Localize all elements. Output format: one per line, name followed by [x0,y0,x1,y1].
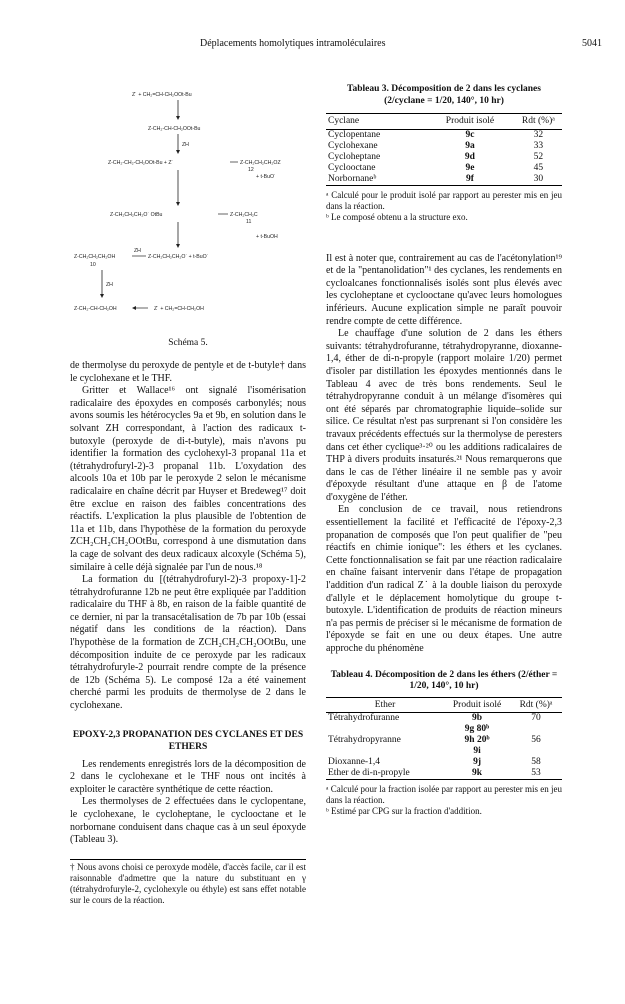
table-row: Dioxanne-1,4 9j 58 [328,757,541,768]
scheme-line-3d: + t-BuO˙ [256,174,276,180]
scheme-line-6a: Z-CH₂-CH-CH₂OH [74,306,117,312]
scheme-zh-2: ZH [134,248,141,254]
table-3 [326,113,562,186]
scheme-label-12: 12 [248,167,254,173]
scheme-label-11: 11 [246,219,252,225]
page-number: 5041 [582,38,602,49]
scheme-line-5a: Z-CH₂CH₂CH₂OH [74,254,116,260]
right-column [326,84,562,817]
left-paragraph-1: de thermolyse du peroxyde de pentyle et de t-butyle† dans le cyclohexane et le THF. [70,360,306,384]
right-paragraph-3: En conclusion de ce travail, nous retiendrons essentiellement la facilité et l'efficacité de l'époxy-2,3 propanation de composés que l'on peut qualifier de "peu réactifs en chimie ionique": les éthers et les cyclanes. Cette fonctionnalisation se fait par une réaction radicalaire en chaîne faisant intervenir dans l'étape de propagation l'addition d'un radical Z˙ à la double liaison du peroxyde d'allyle et le déplacement homolytique du groupe t-butoxyle. L'identification de produits de réaction mineurs n'a pas permis de préciser si le mécanisme de formation de l'époxyde se fait en une ou deux étapes. Une autre approche du phénomène [326,504,562,654]
table3-note-a: ᵃ Calculé pour le produit isolé par rapport au perester mis en jeu dans la réaction. [326,189,562,211]
table4-note-a: ᵃ Calculé pour la fraction isolée par rapport au perester mis en jeu dans la réaction. [326,784,562,806]
table-row: 9g 80ᵇ [464,724,490,735]
table-row: Cyclooctane 9e 45 [328,162,544,173]
table-row: 9i [473,746,481,757]
scheme-line-5b: Z-CH₂CH₂CH₂O˙ + t-BuO˙ [148,254,209,260]
table3-caption: Tableau 3. Décomposition de 2 dans les cyclanes (2/cyclane = 1/20, 140°, 10 hr) [347,84,541,106]
table4-header-ether: Ether [374,699,396,710]
table3-header-cyclane: Cyclane [328,116,360,126]
table-row: Cyclopentane 9c 32 [328,129,544,140]
scheme-line-1: Z˙ + CH₂=CH-CH₂OOt-Bu [132,92,192,98]
scheme-line-4a: Z-CH₂CH₂CH₂O˙ OtBu [110,212,163,218]
right-paragraph-2: Le chauffage d'une solution de 2 dans les éthers suivants: tétrahydrofuranne, tétrahydropyranne, dioxanne-1,4, éther de di-n-propyle (rapport molaire 1/20) permet d'isoler par distillation les époxydes mentionnés dans le Tableau 4 avec de très bons rendements. Seul le tétrahydropyranne conduit à un mélange d'isomères qui ont été séparés par chromatographie liquide–solide sur silice. Ce résultat n'est pas surprenant si l'on considère les travaux précédents effectués sur la thermolyse de peresters dans cet éther cyclique³·²⁰ ou les additions radicalaires de THP à divers produits insaturés.²¹ Nous remarquerons que dans le cas de l'éther linéaire il ne semble pas y avoir d'époxyde résultant d'une attaque en β de l'atome d'oxygène de l'éther. [326,328,562,503]
table-row: Ether de di-n-propyle 9k 53 [326,768,562,780]
table-row: Norbornaneᵇ 9f 30 [326,174,562,186]
scheme-line-6b: Z˙ + CH₂=CH-CH₂OH [154,306,204,312]
scheme-zh-3: ZH [106,282,113,288]
scheme-line-2: Z-CH₂-CH-CH₂OOt-Bu [148,126,201,132]
table-4 [326,697,562,781]
table-row: Cycloheptane 9d 52 [328,151,544,162]
section-title: EPOXY-2,3 PROPANATION DES CYCLANES ET DES ETHERS [72,729,304,752]
reaction-scheme [70,88,306,350]
scheme-zh-1: ZH [182,142,189,148]
table3-note-b: ᵇ Le composé obtenu a la structure exo. [326,211,468,222]
table-row: Tétrahydrofuranne 9b 70 [328,713,541,724]
scheme-line-4b: Z-CH₂CH₂C [230,212,258,218]
scheme-caption: Schéma 5. [168,338,208,348]
left-paragraph-4: Les rendements enregistrés lors de la décomposition de 2 dans le cyclohexane et le THF nous ont incités à exploiter le caractère synthétique de cette réaction. [70,758,306,795]
scheme-line-3a: Z-CH₂-CH₂-CH₂OOt-Bu + Z˙ [108,160,174,166]
right-paragraph-1: Il est à noter que, contrairement au cas de l'acétonylation¹⁹ et de la "pentanolidation"¹ des cyclanes, les rendements en cycloalcanes fonctionnalisés isolés sont plus élevés avec les cycloheptane et cyclooctane qu'avec leurs homologues inférieurs. Aucune explication simple ne paraît pouvoir rendre compte de cette différence. [326,252,562,327]
table-row: Tétrahydropyranne 9h 20ᵇ 56 [328,735,541,746]
running-title: Déplacements homolytiques intramoléculaires [200,38,386,49]
left-paragraph-2: Gritter et Wallace¹⁶ ont signalé l'isomérisation radicalaire des époxydes en composés carbonylés; nous avons soumis les hétérocycles 9a et 9b, en solution dans le solvant ZH correspondant, à l'action des radicaux t-butoxyle (peroxyde de di-t-butyle), mais n'avons pu identifier la formation des cyclohexyl-3 propanal 11a et (tétrahydrofuryl-2)-3 propanal 11b. L'oxydation des alcools 10a et 10b par le peroxyde 2 selon le mécanisme radicalaire en chaîne décrit par Huyser et Bredeweg¹⁷ doit être exclue en raison des faibles concentrations des réactifs. L'explication la plus plausible de l'obtention de 11a et 11b, dans l'hypothèse de la formation du peroxyde ZCH₂CH₂CH₂OOtBu, correspond à une dismutation dans la cage de solvant des deux radicaux alcoxyle (Schéma 5), similaire à celle déjà signalée par l'un de nous.¹⁸ [70,385,306,573]
table-row: Cyclohexane 9a 33 [328,140,544,151]
scheme-line-4d: + t-BuOH [256,234,278,240]
table4-caption: Tableau 4. Décomposition de 2 dans les éthers (2/éther = 1/20, 140°, 10 hr) [330,669,558,692]
left-paragraph-3: La formation du [(tétrahydrofuryl-2)-3 propoxy-1]-2 tétrahydrofuranne 12b ne peut être expliquée par l'addition radicalaire du THF à 8b, en raison de la faible quantité de ce dernier, ni par la transacétalisation de 7b par 10b (essai négatif dans les conditions de la réaction). Dans l'hypothèse de la formation de ZCH₂CH₂CH₂OOtBu, une décomposition induite de ce peroxyde par les radicaux tétrahydrofuryle-2 pourrait rendre compte de la présence de 12b (Schéma 5). Le composé 12a a été vainement cherché parmi les produits de thermolyse de 2 dans le cyclohexane. [70,574,306,712]
table4-header-product: Produit isolé [452,699,502,710]
footnote: † Nous avons choisi ce peroxyde modèle, d'accès facile, car il est raisonnable d'admettre que la nature du substituant en γ (tétrahydrofuryle-2, cyclohexyle ou éthyle) est sans effet notable sur le cours de la réaction. [70,859,306,906]
scheme-line-3b: Z-CH₂CH₂CH₂OZ [240,160,281,166]
left-column [70,360,306,906]
table4-note-b: ᵇ Estimé par CPG sur la fraction d'addition. [326,806,482,817]
table3-header-yield: Rdt (%)ᵃ [521,116,555,126]
table4-header-yield: Rdt (%)ᵃ [519,699,553,710]
left-paragraph-5: Les thermolyses de 2 effectuées dans le cyclopentane, le cyclohexane, le cycloheptane, le cyclooctane et le norbornane conduisent dans chaque cas à un seul époxyde (Tableau 3). [70,796,306,846]
table3-header-product: Produit isolé [445,116,495,126]
scheme-label-10: 10 [90,262,96,268]
